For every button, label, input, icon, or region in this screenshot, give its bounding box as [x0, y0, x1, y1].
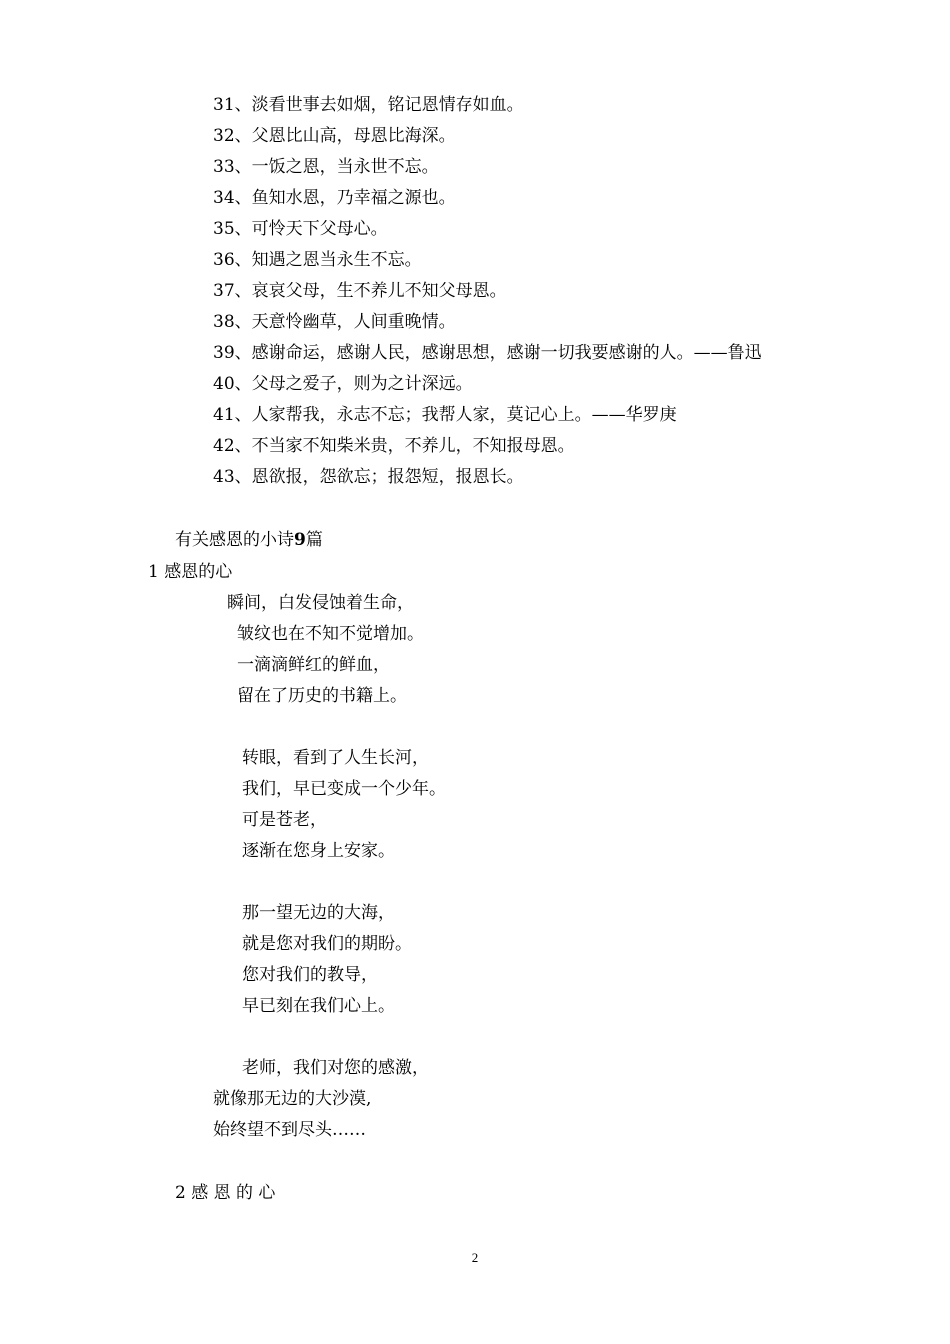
quote-item: 37、哀哀父母，生不养儿不知父母恩。 — [213, 281, 507, 301]
quote-item: 35、可怜天下父母心。 — [213, 219, 388, 239]
poem-line: 瞬间，白发侵蚀着生命， — [227, 593, 414, 613]
poem-line: 一滴滴鲜红的鲜血， — [237, 655, 390, 675]
section-title-suffix: 篇 — [305, 530, 323, 550]
poem-line: 那一望无边的大海， — [242, 903, 395, 923]
poem-line: 就像那无边的大沙漠, — [213, 1089, 372, 1109]
poem-line: 我们，早已变成一个少年。 — [242, 779, 446, 799]
poem-line: 始终望不到尽头…… — [213, 1120, 366, 1140]
section-title-number: 9 — [294, 530, 306, 550]
poem-line: 早已刻在我们心上。 — [242, 996, 395, 1016]
quote-item: 42、不当家不知柴米贵，不养儿，不知报母恩。 — [213, 436, 575, 456]
quote-item: 32、父恩比山高，母恩比海深。 — [213, 126, 456, 146]
quote-item: 40、父母之爱子，则为之计深远。 — [213, 374, 473, 394]
poem-line: 可是苍老， — [242, 810, 327, 830]
poem-line: 您对我们的教导， — [242, 965, 378, 985]
quote-item: 39、感谢命运，感谢人民，感谢思想，感谢一切我要感谢的人。——鲁迅 — [213, 343, 762, 363]
poem-line: 留在了历史的书籍上。 — [237, 686, 407, 706]
quote-item: 36、知遇之恩当永生不忘。 — [213, 250, 422, 270]
poem-1-heading: 1 感恩的心 — [148, 562, 233, 582]
quote-item: 43、恩欲报，怨欲忘；报怨短，报恩长。 — [213, 467, 524, 487]
poem-line: 就是您对我们的期盼。 — [242, 934, 412, 954]
quote-item: 31、淡看世事去如烟，铭记恩情存如血。 — [213, 95, 524, 115]
page-number: 2 — [471, 1250, 479, 1265]
quote-item: 34、鱼知水恩，乃幸福之源也。 — [213, 188, 456, 208]
poem-line: 老师，我们对您的感激， — [242, 1058, 429, 1078]
section-title — [175, 529, 323, 551]
quote-item: 41、人家帮我，永志不忘；我帮人家，莫记心上。——华罗庚 — [213, 405, 677, 425]
poem-line: 转眼，看到了人生长河， — [242, 748, 429, 768]
poem-line: 逐渐在您身上安家。 — [242, 841, 395, 861]
quote-item: 33、一饭之恩，当永世不忘。 — [213, 157, 439, 177]
poem-line: 皱纹也在不知不觉增加。 — [237, 624, 424, 644]
poem-2-heading: 2 感 恩 的 心 — [175, 1183, 276, 1203]
quote-item: 38、天意怜幽草，人间重晚情。 — [213, 312, 456, 332]
section-title-prefix: 有关感恩的小诗 — [175, 530, 294, 550]
